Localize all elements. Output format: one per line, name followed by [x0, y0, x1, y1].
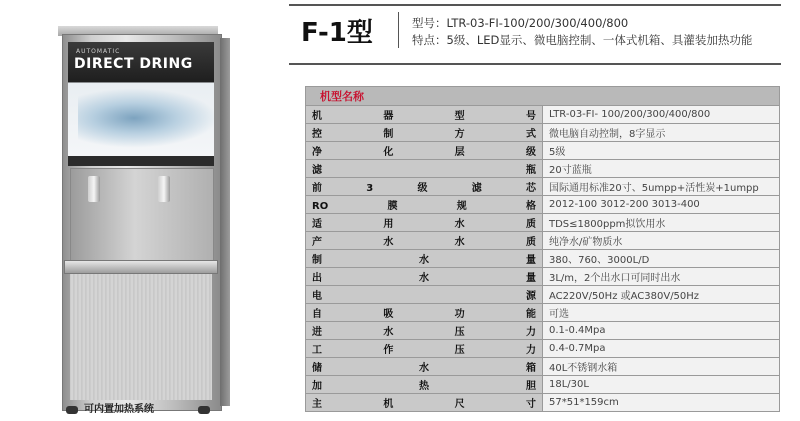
spec-value: 2012-100 3012-200 3013-400	[543, 196, 780, 214]
table-row	[306, 268, 780, 286]
spec-value: 0.1-0.4Mpa	[543, 322, 780, 340]
spec-label: 滤瓶	[306, 160, 543, 178]
table-row	[306, 232, 780, 250]
front-poster	[68, 42, 214, 156]
product-caption: 可内置加热系统	[84, 404, 154, 415]
spec-value: 5级	[543, 142, 780, 160]
feature-line	[412, 32, 752, 48]
spec-label: 机器型号	[306, 106, 543, 124]
spec-label: 制水量	[306, 250, 543, 268]
spec-value: TDS≤1800ppm拟饮用水	[543, 214, 780, 232]
spec-label: 工作压力	[306, 340, 543, 358]
table-row	[306, 250, 780, 268]
poster-small-text: AUTOMATIC	[76, 48, 121, 55]
model-line-value: LTR-03-FI-100/200/300/400/800	[446, 16, 629, 30]
spec-label: 电源	[306, 286, 543, 304]
table-row	[306, 304, 780, 322]
spec-label: RO膜规格	[306, 196, 543, 214]
spec-label: 进水压力	[306, 322, 543, 340]
feature-line-value: 5级、LED显示、微电脑控制、一体式机箱、具灌装加热功能	[446, 33, 753, 47]
spec-label: 净化层级	[306, 142, 543, 160]
spec-value: LTR-03-FI- 100/200/300/400/800	[543, 106, 780, 124]
model-title: F-1型	[301, 18, 373, 48]
table-row	[306, 214, 780, 232]
spec-value: 20寸蓝瓶	[543, 160, 780, 178]
spec-label: 储水箱	[306, 358, 543, 376]
spec-value: 57*51*159cm	[543, 394, 780, 412]
table-row	[306, 106, 780, 124]
spec-label: 出水量	[306, 268, 543, 286]
spec-label: 产水水质	[306, 232, 543, 250]
table-row	[306, 142, 780, 160]
spec-label: 适用水质	[306, 214, 543, 232]
spec-label: 加热胆	[306, 376, 543, 394]
table-row	[306, 322, 780, 340]
right-tap-icon	[158, 176, 170, 202]
caster-wheel-icon	[66, 406, 78, 414]
spec-value: 380、760、3000L/D	[543, 250, 780, 268]
display-panel	[68, 156, 214, 166]
table-row	[306, 394, 780, 412]
spec-value: 国际通用标准20寸、5umpp+活性炭+1umpp	[543, 178, 780, 196]
spec-value: 微电脑自动控制，8字显示	[543, 124, 780, 142]
spec-value: AC220V/50Hz 或AC380V/50Hz	[543, 286, 780, 304]
table-row	[306, 160, 780, 178]
poster-brand-text: DIRECT DRING	[74, 56, 193, 72]
spec-label: 自吸功能	[306, 304, 543, 322]
table-row	[306, 358, 780, 376]
spec-value: 可选	[543, 304, 780, 322]
section-title: 机型名称	[306, 87, 780, 106]
table-row	[306, 178, 780, 196]
spec-label: 控制方式	[306, 124, 543, 142]
header-divider	[398, 12, 399, 48]
drip-tray	[64, 260, 218, 274]
spec-value: 18L/30L	[543, 376, 780, 394]
table-row	[306, 124, 780, 142]
water-splash-graphic	[78, 88, 214, 148]
table-row	[306, 286, 780, 304]
model-line	[412, 15, 628, 31]
spec-value: 40L不锈钢水箱	[543, 358, 780, 376]
spec-label: 前3级滤芯	[306, 178, 543, 196]
spec-table	[305, 86, 780, 412]
header-bottom-rule	[289, 63, 781, 65]
cabinet-side	[220, 38, 230, 406]
spec-value: 纯净水/矿物质水	[543, 232, 780, 250]
spec-value: 3L/m，2个出水口可同时出水	[543, 268, 780, 286]
table-row	[306, 196, 780, 214]
caster-wheel-icon	[198, 406, 210, 414]
spec-label: 主机尺寸	[306, 394, 543, 412]
header-top-rule	[289, 4, 781, 6]
table-row	[306, 376, 780, 394]
model-line-label: 型号：	[412, 16, 447, 30]
table-row	[306, 340, 780, 358]
table-header-row	[306, 87, 780, 106]
feature-line-label: 特点：	[412, 33, 447, 47]
left-tap-icon	[88, 176, 100, 202]
product-image	[48, 26, 226, 411]
spec-value: 0.4-0.7Mpa	[543, 340, 780, 358]
lower-cabinet-panel	[70, 274, 212, 400]
